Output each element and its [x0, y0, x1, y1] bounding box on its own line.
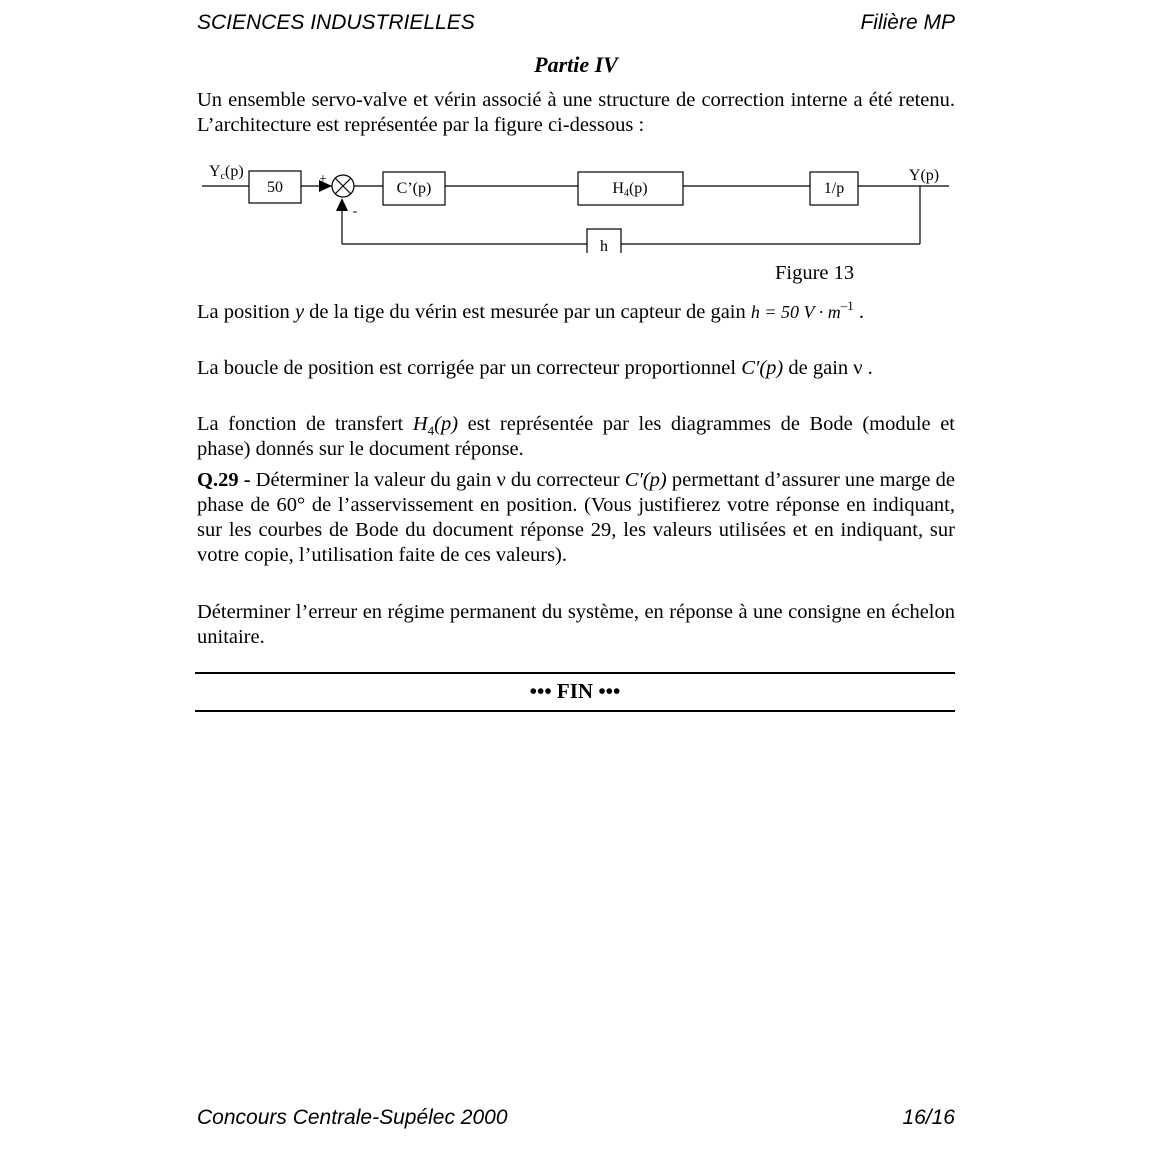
minus-sign: - [352, 204, 358, 219]
paragraph-sensor: La position y de la tige du vérin est mesurée par un capteur de gain h = 50 $V \cdot m^{-1}$ . [197, 298, 864, 323]
paragraph-error: Déterminer l’erreur en régime permanent du système, en réponse à une consigne en échelon unitaire. [197, 601, 955, 648]
paragraph-corrector: La boucle de position est corrigée par un correcteur proportionnel C′(p) de gain ν . [197, 357, 873, 379]
figure-caption: Figure 13 [775, 262, 855, 284]
output-label: Y(p) [908, 167, 940, 184]
input-label: Yc(p) [209, 163, 244, 182]
block-diagram [197, 158, 957, 253]
divider-top [195, 672, 955, 674]
page-number: 16/16 [902, 1106, 955, 1129]
header-subject: SCIENCES INDUSTRIELLES [197, 11, 475, 34]
intro-paragraph: Un ensemble servo-valve et vérin associé à une structure de correction interne a été retenu. L’architecture est représentée par la figure ci-dessous : [197, 89, 955, 136]
transfer-label: H4(p) [612, 180, 648, 199]
divider-bottom [195, 710, 955, 712]
arrow-feedback [336, 198, 348, 211]
question-label: Q.29 - [197, 469, 251, 491]
plus-sign: + [319, 172, 327, 187]
corrector-label: C’(p) [396, 180, 432, 197]
paragraph-transfer: La fonction de transfert $H_4(p)$ est représentée par les diagrammes de Bode (module et phase) donnés sur le document réponse. [197, 413, 955, 460]
header-track: Filière MP [860, 11, 955, 34]
question-29: Q.29 - Déterminer la valeur du gain ν du correcteur C′(p) permettant d’assurer une marge de phase de 60° de l’asservissement en position. (Vous justifierez votre réponse en indiquant, sur les courbes de Bode du document réponse 29, les valeurs utilisées et en indiquant, sur votre copie, l’utilisation faite de ces valeurs). [197, 469, 955, 566]
integrator-label: 1/p [823, 180, 845, 197]
footer-contest: Concours Centrale-Supélec 2000 [197, 1106, 508, 1129]
gain-label: 50 [267, 179, 283, 196]
page-footer [197, 1106, 955, 1130]
end-marker: ••• FIN ••• [529, 679, 621, 703]
section-title: Partie IV [534, 52, 618, 77]
page-header [197, 11, 955, 35]
feedback-label: h [600, 238, 608, 253]
